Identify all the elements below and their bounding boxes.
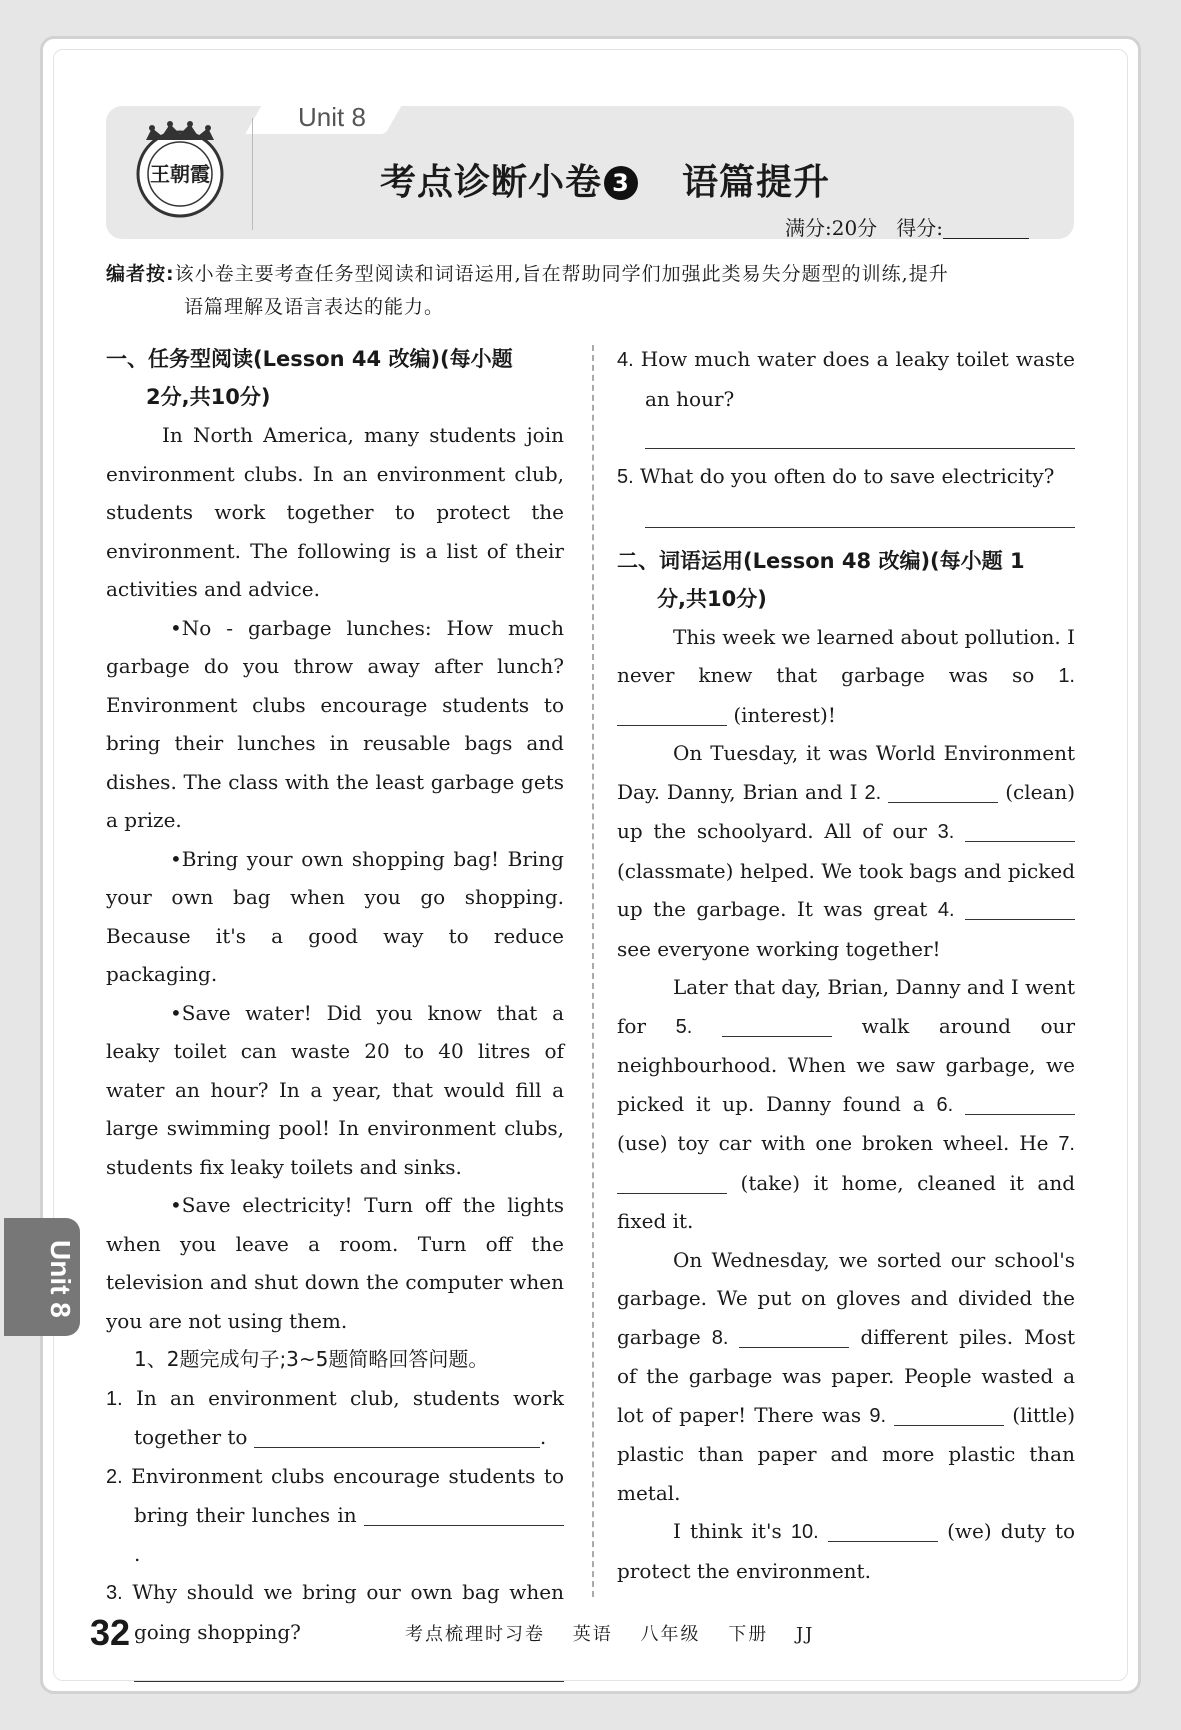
unit-label: Unit 8 bbox=[298, 102, 366, 132]
column-divider bbox=[592, 345, 594, 1597]
blank-number: 10. bbox=[790, 1521, 819, 1543]
cloze-blank[interactable] bbox=[739, 1323, 849, 1348]
task-instruction: 1、2题完成句子;3~5题简略回答问题。 bbox=[134, 1347, 489, 1371]
question-text: Why should we bring our own bag when going shopping? bbox=[132, 1580, 565, 1644]
editor-note-line2: 语篇理解及语言表达的能力。 bbox=[184, 296, 445, 318]
cloze-text: (clean) up the schoolyard. All of our bbox=[617, 779, 1076, 843]
question-4 bbox=[617, 340, 1075, 418]
cloze-blank[interactable] bbox=[965, 817, 1075, 842]
cloze-blank[interactable] bbox=[888, 778, 998, 803]
editor-note-line1: 该小卷主要考查任务型阅读和词语运用,旨在帮助同学们加强此类易失分题型的训练,提升 bbox=[174, 263, 949, 285]
cloze-paragraph-5 bbox=[617, 1512, 1075, 1590]
blank-number: 4. bbox=[937, 899, 955, 921]
cloze-blank[interactable] bbox=[965, 895, 1075, 920]
cloze-text: This week we learned about pollution. I never knew that garbage was so bbox=[617, 624, 1075, 687]
cloze-blank[interactable] bbox=[828, 1517, 938, 1542]
cloze-text: (use) toy car with one broken wheel. He bbox=[617, 1131, 1049, 1155]
exam-title bbox=[380, 154, 830, 205]
left-column bbox=[106, 340, 564, 1690]
footer-volume: 下册 bbox=[728, 1624, 769, 1645]
section1-heading-line2: 2分,共10分) bbox=[146, 385, 271, 409]
footer-edition: JJ bbox=[795, 1624, 815, 1645]
logo-text: 王朝霞 bbox=[150, 162, 210, 186]
blank-number: 5. bbox=[675, 1015, 693, 1038]
passage-bullet: •Bring your own shopping bag! Bring your own bag when you go shopping. Because it's a good way to reduce packaging. bbox=[106, 846, 564, 986]
answer-blank[interactable] bbox=[254, 1423, 540, 1448]
blank-number: 3. bbox=[937, 821, 955, 843]
full-score: 满分:20分 bbox=[785, 216, 878, 240]
question-number: 4. bbox=[617, 349, 634, 371]
section1-heading-line1: 一、任务型阅读(Lesson 44 改编)(每小题 bbox=[106, 347, 513, 371]
passage-bullet: •No - garbage lunches: How much garbage do you throw away after lunch? Environment clubs encourage students to bring their lunches in reusable bags and dishes. The class with the least garbage gets a prize. bbox=[106, 615, 564, 832]
cloze-blank[interactable] bbox=[965, 1090, 1075, 1115]
footer-grade: 八年级 bbox=[640, 1624, 701, 1645]
question-2: 2. Environment clubs encourage students to bring their lunches in . bbox=[106, 1463, 564, 1566]
footer-book: 考点梳理时习卷 bbox=[405, 1624, 545, 1645]
section2-heading-line2: 分,共10分) bbox=[657, 586, 767, 611]
question-text: Environment clubs encourage students to bring their lunches in bbox=[131, 1463, 564, 1527]
question-text: What do you often do to save electricity? bbox=[640, 464, 1055, 488]
question-text: In an environment club, students work together to bbox=[134, 1385, 565, 1449]
cloze-text: different piles. Most of the garbage was paper. People wasted a lot of paper! There was bbox=[617, 1324, 1075, 1427]
cloze-text: (classmate) helped. We took bags and picked up the garbage. It was great bbox=[617, 858, 1075, 921]
cloze-text: see everyone working together! bbox=[617, 936, 941, 961]
question-number: 3. bbox=[106, 1582, 123, 1604]
cloze-paragraph-1 bbox=[617, 618, 1075, 735]
question-number: 2. bbox=[106, 1465, 123, 1488]
passage-bullet: •Save water! Did you know that a leaky toilet can waste 20 to 40 litres of water an hour? In a year, that would fill a large swimming pool! In environment clubs, students fix leaky toilets and sinks. bbox=[106, 1000, 564, 1179]
cloze-text: (little) plastic than paper and more plastic than metal. bbox=[617, 1402, 1076, 1505]
cloze-text: On Tuesday, it was World Environment Day. Danny, Brian and I bbox=[617, 741, 1075, 804]
cloze-text: On Wednesday, we sorted our school's garbage. We put on gloves and divided the garbage bbox=[617, 1247, 1075, 1349]
blank-number: 1. bbox=[1058, 665, 1075, 687]
cloze-text: (take) it home, cleaned it and fixed it. bbox=[617, 1170, 1075, 1233]
cloze-blank[interactable] bbox=[722, 1012, 832, 1037]
cloze-text: Later that day, Brian, Danny and I went for bbox=[617, 975, 1075, 1038]
footer bbox=[405, 1620, 834, 1646]
section2-heading bbox=[617, 542, 1075, 618]
cloze-blank[interactable] bbox=[894, 1401, 1004, 1426]
blank-number: 2. bbox=[864, 781, 882, 804]
editor-note bbox=[106, 258, 1078, 324]
score-label: 得分: bbox=[896, 216, 944, 240]
logo-divider bbox=[252, 118, 253, 230]
editor-note-label: 编者按: bbox=[106, 263, 175, 285]
cloze-blank[interactable] bbox=[617, 1169, 727, 1194]
blank-number: 7. bbox=[1058, 1133, 1075, 1155]
question-text: How much water does a leaky toilet waste an hour? bbox=[640, 347, 1076, 411]
section2-heading-line1: 二、词语运用(Lesson 48 改编)(每小题 1 bbox=[617, 548, 1025, 573]
question-5 bbox=[617, 457, 1075, 497]
answer-line[interactable] bbox=[134, 1651, 564, 1682]
score-line bbox=[785, 212, 1029, 241]
answer-blank[interactable] bbox=[364, 1501, 564, 1526]
section1-heading bbox=[106, 340, 564, 416]
blank-number: 9. bbox=[869, 1404, 887, 1427]
exam-title-main: 考点诊断小卷 bbox=[380, 162, 603, 203]
passage-intro: In North America, many students join environment clubs. In an environment club, students work together to protect the environment. The following is a list of their activities and advice. bbox=[106, 423, 564, 601]
cloze-text: walk around our neighbourhood. When we saw garbage, we picked it up. Danny found a bbox=[617, 1013, 1076, 1116]
exam-number-badge: 3 bbox=[604, 166, 638, 200]
cloze-paragraph-2 bbox=[617, 734, 1075, 968]
question-1: 1. In an environment club, students work together to . bbox=[106, 1385, 565, 1449]
question-number: 5. bbox=[617, 466, 634, 488]
cloze-blank[interactable] bbox=[617, 701, 727, 726]
blank-number: 8. bbox=[711, 1326, 729, 1349]
cloze-text: (interest)! bbox=[733, 702, 836, 727]
cloze-text: I think it's bbox=[673, 1519, 782, 1543]
exam-title-sub: 语篇提升 bbox=[682, 162, 831, 203]
answer-line[interactable] bbox=[645, 418, 1075, 449]
score-blank[interactable] bbox=[943, 218, 1029, 239]
question-number: 1. bbox=[106, 1387, 123, 1410]
footer-subject: 英语 bbox=[572, 1624, 613, 1645]
cloze-paragraph-4 bbox=[617, 1241, 1075, 1513]
passage-bullet: •Save electricity! Turn off the lights when you leave a room. Turn off the television and shut down the computer when you are not using them. bbox=[106, 1193, 564, 1333]
blank-number: 6. bbox=[936, 1093, 954, 1116]
right-column bbox=[617, 340, 1075, 1590]
publisher-logo-icon bbox=[132, 118, 228, 222]
answer-line[interactable] bbox=[645, 497, 1075, 528]
side-unit-label: Unit 8 bbox=[45, 1240, 76, 1318]
page-number: 32 bbox=[90, 1612, 131, 1653]
cloze-text: (we) duty to protect the environment. bbox=[617, 1519, 1076, 1583]
cloze-paragraph-3 bbox=[617, 968, 1075, 1241]
